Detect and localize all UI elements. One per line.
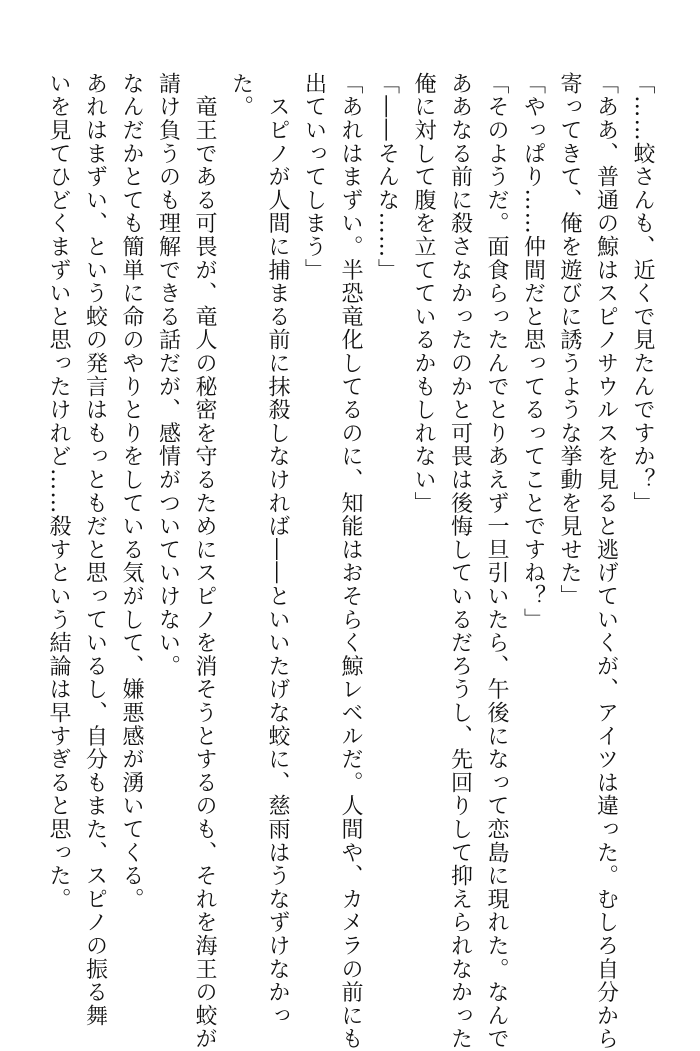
text-line: 「そのようだ。面食らったんでとりあえず一旦引いたら、午後になって恋島に現れた。なんで	[484, 72, 509, 1051]
text-line: 請け負うのも理解できる話だが、感情がついていけない。	[155, 72, 181, 678]
text-line: 「……蛟さんも、近くで見たんですか？」	[630, 72, 655, 515]
text-line: スピノが人間に捕まる前に抹殺しなければ――といいたげな蛟に、慈雨はうなずけなかっ	[265, 72, 290, 1028]
text-line: 俺に対して腹を立てているかもしれない」	[411, 72, 436, 515]
text-line: 「ああ、普通の鯨はスピノサウルスを見ると逃げていくが、アイツは違った。むしろ自分から	[593, 72, 619, 1051]
text-line: 「あれはまずい。半恐竜化してるのに、知能はおそらく鯨レベルだ。人間や、カメラの前にも	[338, 72, 363, 1051]
text-line: 竜王である可畏が、竜人の秘密を守るためにスピノを消そうとするのも、それを海王の蛟が	[192, 72, 217, 1051]
text-line: いを見てひどくまずいと思ったけれど……殺すという結論は早すぎると思った。	[46, 72, 71, 911]
text-line: 寄ってきて、俺を遊びに誘うような挙動を見せた」	[557, 72, 582, 608]
text-line: 「やっぱり……仲間だと思ってるってことですね？」	[520, 72, 546, 632]
text-line: ああなる前に殺さなかったのかと可畏は後悔しているだろうし、先回りして抑えられなかった	[447, 72, 473, 1051]
vertical-text-body	[20, 72, 660, 1051]
text-line: 「――そんな……」	[374, 72, 400, 282]
text-line: 出ていってしまう」	[301, 72, 327, 282]
text-line: た。	[228, 72, 254, 119]
text-line: あれはまずい、という蛟の発言はもっともだと思っているし、自分もまた、スピノの振る舞	[82, 72, 108, 1028]
text-line: なんだかとても簡単に命のやりとりをしている気がして、嫌悪感が湧いてくる。	[119, 72, 144, 911]
